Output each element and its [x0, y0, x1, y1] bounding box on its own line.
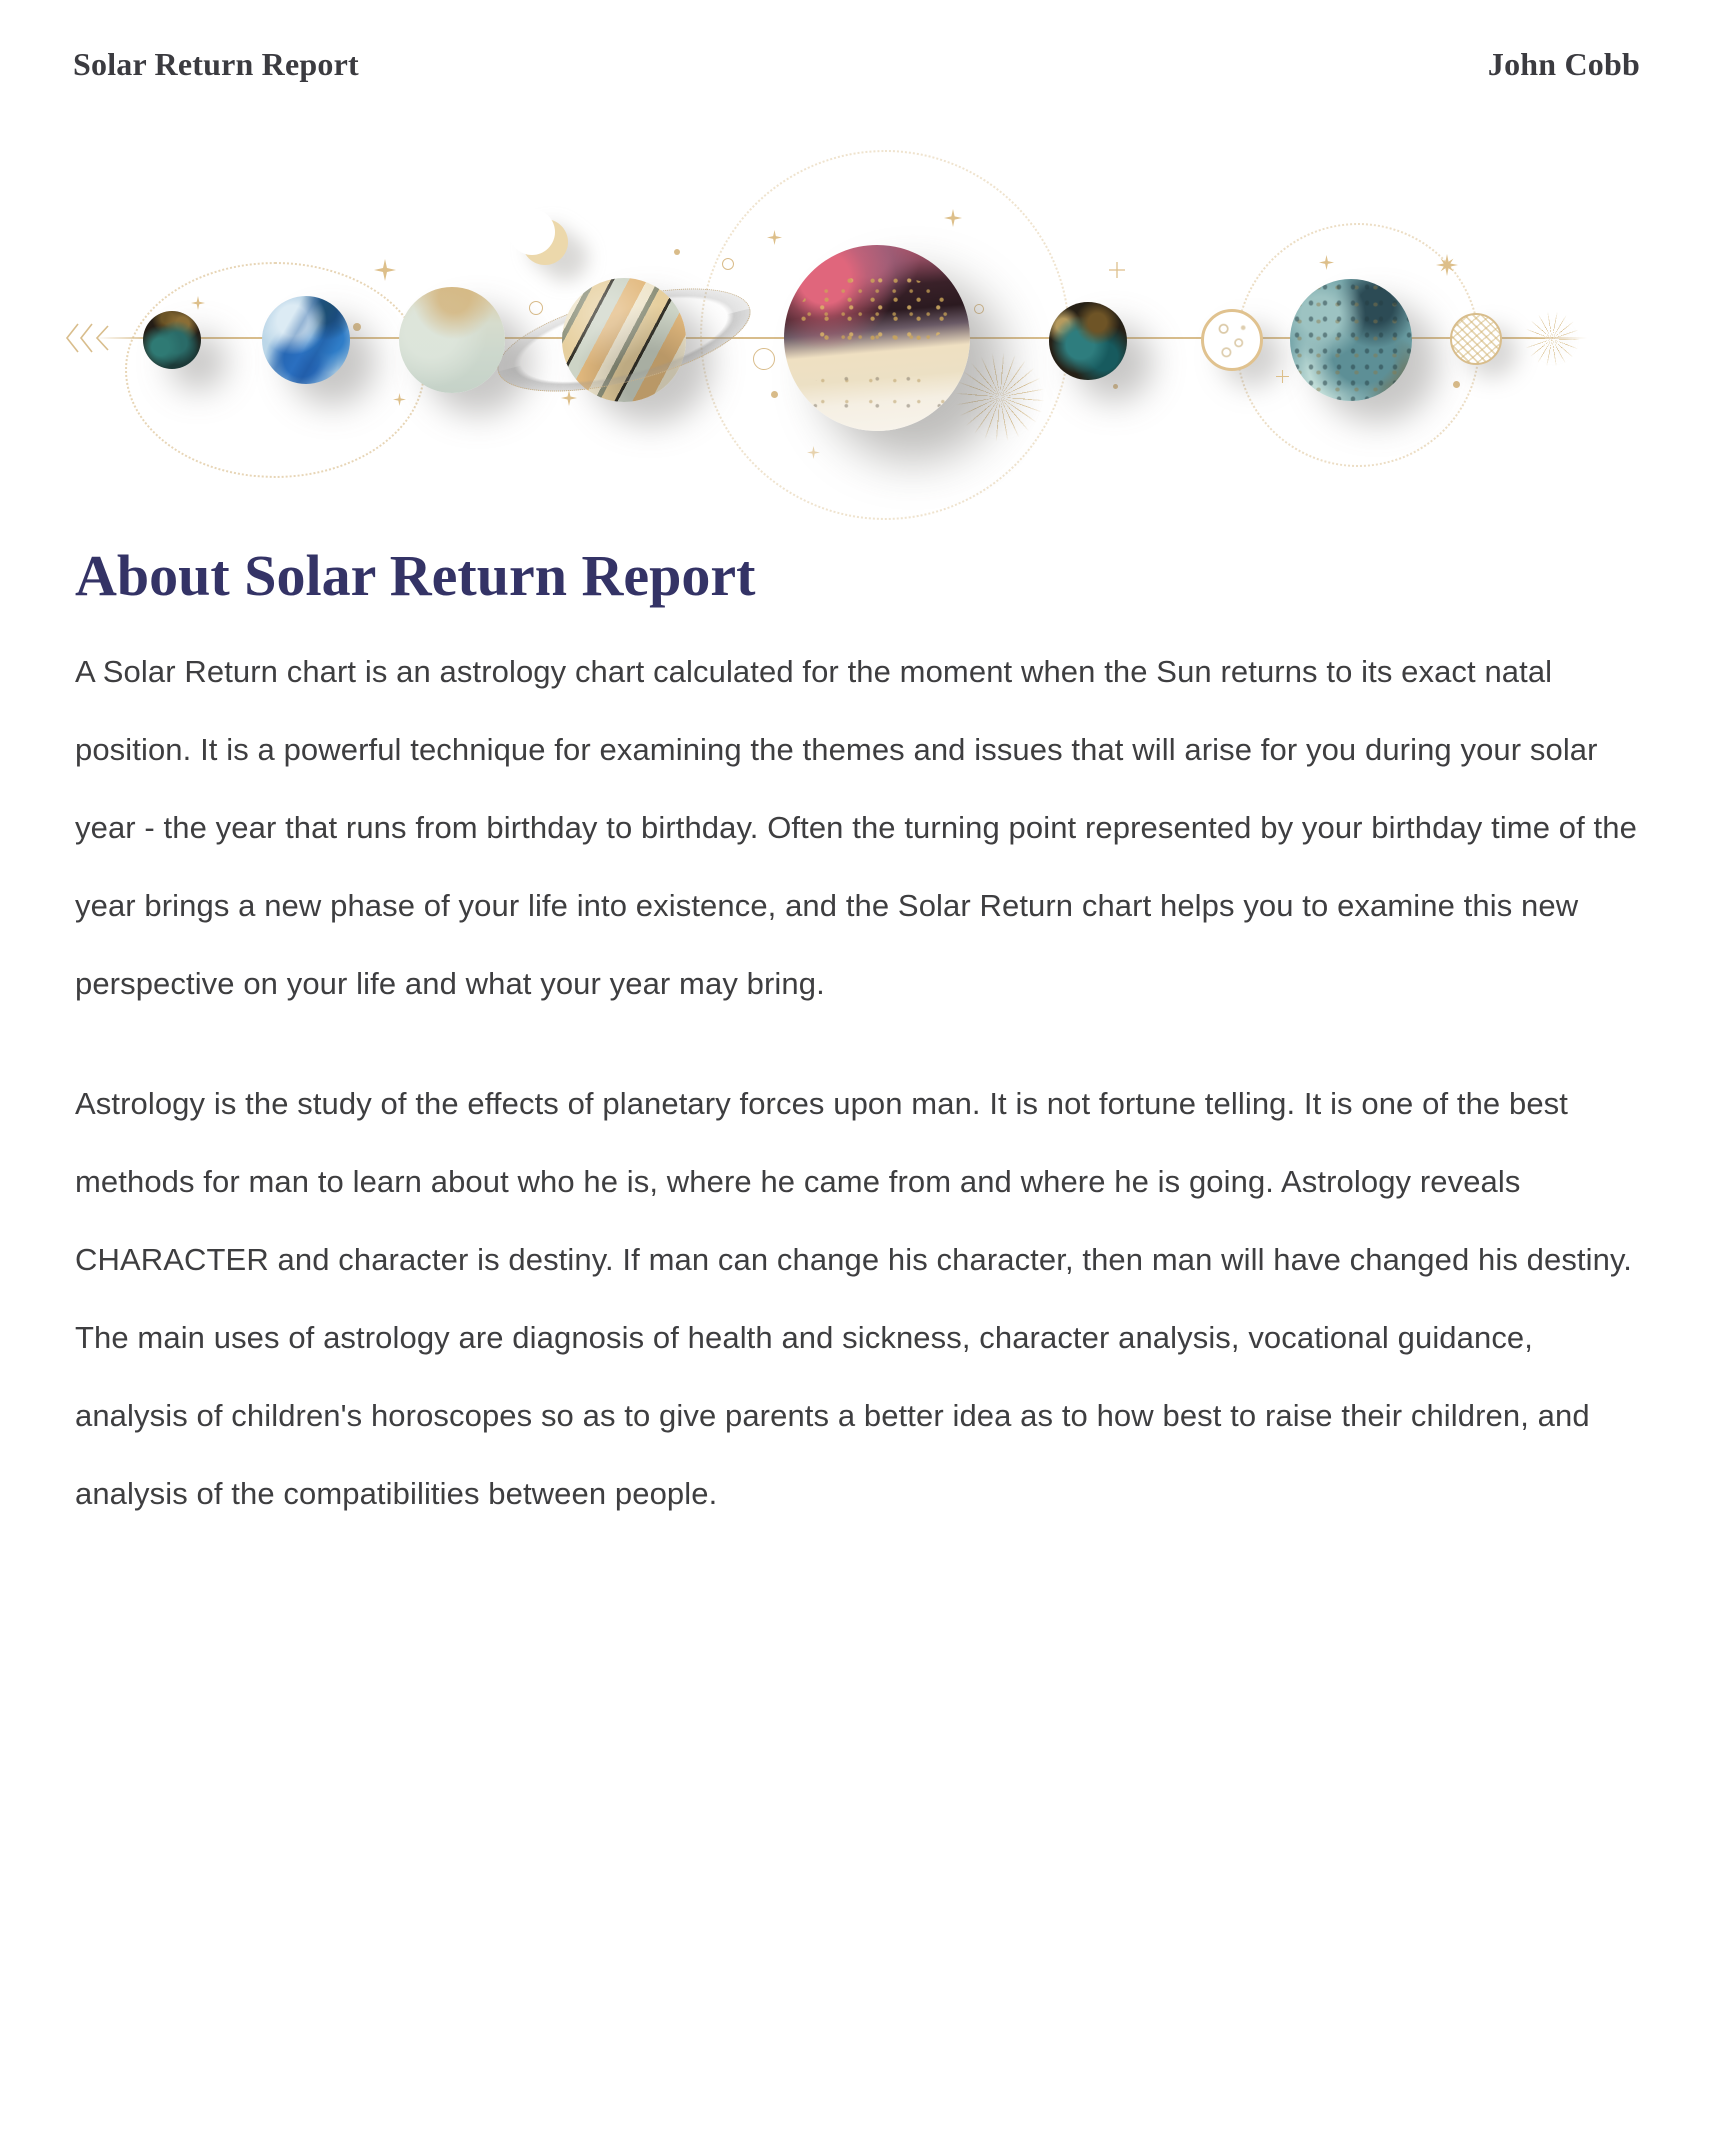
gold-dot-icon: [771, 391, 778, 398]
gold-dot-icon: [1453, 381, 1460, 388]
starburst-icon: [955, 352, 1045, 442]
section-heading: About Solar Return Report: [75, 543, 756, 608]
sparkle-star-icon: [374, 259, 396, 281]
planet-dark-teal-icon: [1049, 302, 1127, 380]
page-header: [73, 46, 1640, 83]
crescent-moon-icon: [522, 219, 568, 265]
gold-dot-icon: [1113, 384, 1118, 389]
planet-mint-icon: [399, 287, 505, 393]
planet-blue-marble-icon: [262, 296, 350, 384]
gold-dot-icon: [674, 249, 680, 255]
gold-ring-icon: [753, 348, 775, 370]
paragraph: A Solar Return chart is an astrology chart calculated for the moment when the Sun returns to its exact natal position. It is a powerful technique for examining the themes and issues that will arise for you during your solar year - the year that runs from birthday to birthday. Often the turning point represented by your birthday time of the year brings a new phase of your life into existence, and the Solar Return chart helps you to examine this new perspective on your life and what your year may bring.: [75, 653, 1637, 1001]
gold-ring-icon: [722, 258, 734, 270]
person-name: John Cobb: [1487, 46, 1640, 82]
gold-ring-icon: [529, 301, 543, 315]
plus-star-icon: [1109, 262, 1125, 278]
about-section: [75, 541, 1637, 1575]
gold-dot-icon: [353, 323, 361, 331]
planet-dark-marble-icon: [143, 311, 201, 369]
report-title: Solar Return Report: [73, 46, 359, 82]
speckle-texture: [806, 368, 947, 420]
gold-ring-icon: [974, 304, 984, 314]
planet-teal-mottled-icon: [1290, 279, 1412, 401]
left-arrow-icon: [64, 320, 114, 356]
planet-sun-watercolor-icon: [784, 245, 970, 431]
gold-flecks-texture: [799, 275, 955, 349]
planets-banner: [0, 140, 1712, 540]
moon-sketch-icon: [1201, 309, 1263, 371]
moon-crosshatch-icon: [1450, 313, 1502, 365]
starburst-icon: [1524, 311, 1580, 367]
paragraph: Astrology is the study of the effects of planetary forces upon man. It is not fortune telling. It is one of the best methods for man to learn about who he is, where he came from and where he is going. Astrology reveals CHARACTER and character is destiny. If man can change his character, then man will have changed his destiny. The main uses of astrology are diagnosis of health and sickness, character analysis, vocational guidance, analysis of children's horoscopes so as to give parents a better idea as to how best to raise their children, and analysis of the compatibilities between people.: [75, 1085, 1632, 1511]
sparkle-star-icon: [561, 390, 577, 406]
